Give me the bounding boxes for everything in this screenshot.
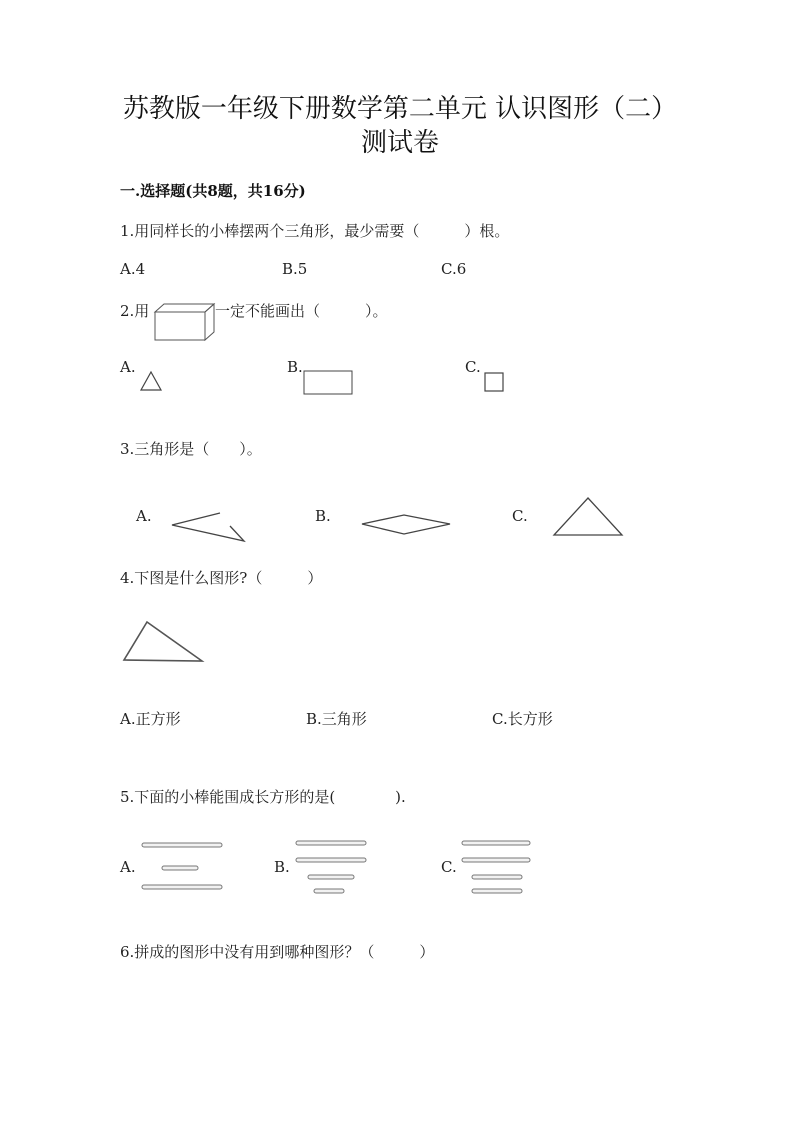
q5-option-c: C. bbox=[441, 858, 457, 876]
q5-option-a: A. bbox=[120, 858, 136, 876]
sticks-set-a bbox=[140, 840, 226, 896]
q2-option-b: B. bbox=[287, 358, 303, 376]
q1-option-c: C.6 bbox=[441, 260, 467, 278]
square-icon bbox=[484, 372, 506, 394]
q1-option-b: B.5 bbox=[282, 260, 308, 278]
rhombus-figure bbox=[360, 513, 454, 537]
question-1: 1.用同样长的小棒摆两个三角形，最少需要（ ）根。 bbox=[120, 222, 510, 240]
sticks-set-c bbox=[460, 838, 534, 898]
q5-option-b: B. bbox=[274, 858, 290, 876]
q3-option-b: B. bbox=[315, 507, 331, 525]
question-3: 3.三角形是（ ）。 bbox=[120, 440, 262, 458]
sticks-set-b bbox=[294, 838, 370, 898]
q3-option-c: C. bbox=[512, 507, 528, 525]
q4-option-a: A.正方形 bbox=[120, 710, 181, 728]
q4-option-b: B.三角形 bbox=[306, 710, 367, 728]
q4-option-c: C.长方形 bbox=[492, 710, 553, 728]
rectangle-icon bbox=[303, 370, 355, 396]
triangle-figure bbox=[122, 620, 204, 664]
open-angle-figure bbox=[168, 510, 250, 545]
triangle-figure bbox=[552, 496, 626, 538]
cuboid-figure bbox=[150, 300, 220, 345]
question-2-prefix: 2.用 bbox=[120, 302, 150, 320]
triangle-icon bbox=[140, 370, 164, 392]
q3-option-a: A. bbox=[136, 507, 152, 525]
q1-option-a: A.4 bbox=[120, 260, 146, 278]
page-title-line2: 测试卷 bbox=[360, 128, 439, 158]
question-2-suffix: 一定不能画出（ ）。 bbox=[215, 302, 388, 320]
question-5: 5.下面的小棒能围成长方形的是( ). bbox=[120, 788, 406, 806]
question-6: 6.拼成的图形中没有用到哪种图形？（ ） bbox=[120, 943, 435, 961]
section-header: 一.选择题(共8题，共16分) bbox=[120, 182, 306, 200]
page-title: 苏教版一年级下册数学第二单元 认识图形（二） bbox=[122, 94, 678, 124]
question-4: 4.下图是什么图形?（ ） bbox=[120, 569, 323, 587]
q2-option-c: C. bbox=[465, 358, 481, 376]
q2-option-a: A. bbox=[120, 358, 136, 376]
